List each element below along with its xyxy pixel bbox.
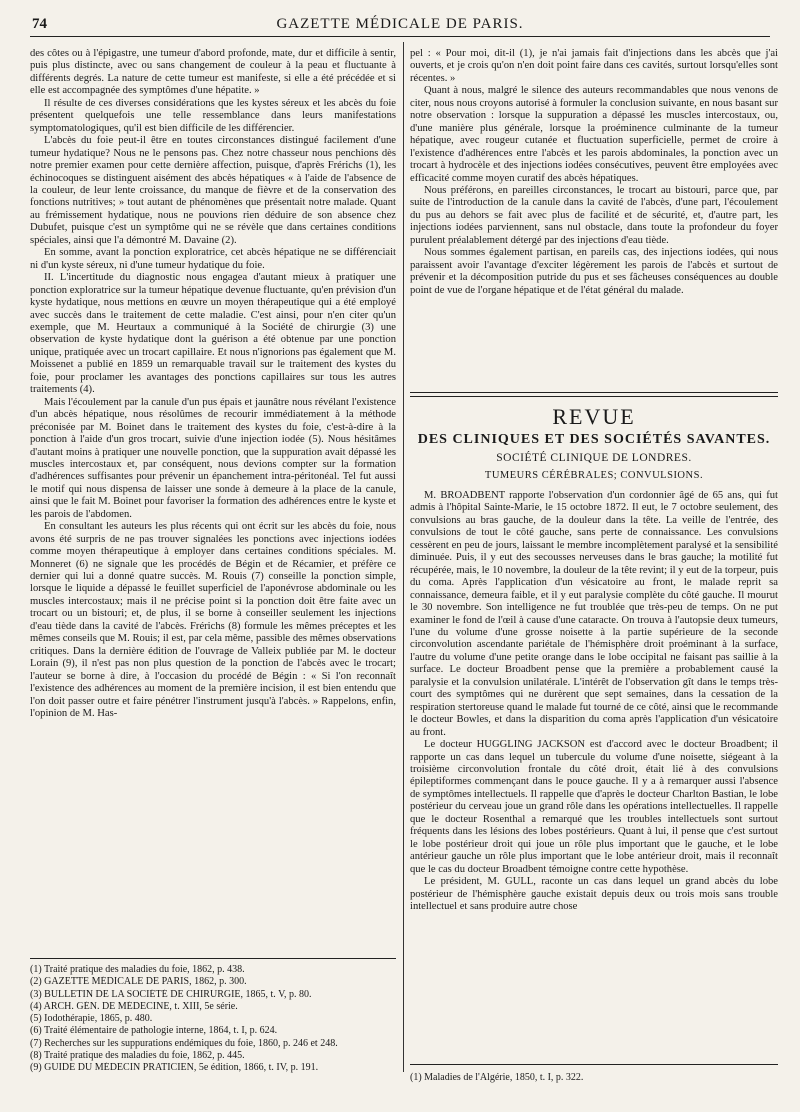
paragraph: Il résulte de ces diverses considérations que les kystes séreux et les abcès du foie présentent quelquefois une telle ressemblance dans leurs manifestations symptomatologiques, qu'il est bien difficile de les différencier. bbox=[30, 97, 396, 134]
paragraph: Quant à nous, malgré le silence des auteurs recommandables que nous venons de citer, nous nous croyons autorisé à formuler la conclusion suivante, en nous basant sur notre observation : lorsque la suppuration a dépassé les muscles intercostaux, ou, d'une manière plus générale, lorsque la proéminence culminante de la tumeur hépatique, avec rougeur cutanée et fluctuation superficielle, permet de croire à l'existence d'adhérences entre l'abcès et les parois abdominales, la ponction avec un trocart à hydrocèle et des injections iodées consécutives, peuvent être employées avec efficacité comme moyen curatif des abcès hépatiques. bbox=[410, 85, 778, 184]
paragraph: II. L'incertitude du diagnostic nous engagea d'autant mieux à pratiquer une ponction exploratrice sur la tumeur hépatique devenue fluctuante, qu'en prévision d'un kyste hydatique, nous mettions en œuvre un moyen thérapeutique qui a été employé avec succès dans le traitement de cette maladie. C'est ainsi, pour n'en citer qu'un exemple, que M. Heurtaux a communiqué à la Société de chirurgie (3) une observation de kyste hydatique dont la guérison a été obtenue par une ponction unique, pratiquée avec un trocart capillaire. Et nous n'ignorions pas également que M. Moissenet a publié en 1859 un remarquable travail sur le traitement des kystes du foie, pour proclamer les avantages des ponctions capillaires sur tous les autres traitements (4). bbox=[30, 272, 396, 396]
footnote: (1) Traité pratique des maladies du foie, 1862, p. 438. bbox=[30, 964, 245, 975]
footnote: (3) BULLETIN DE LA SOCIÉTÉ DE CHIRURGIE, 1865, t. V, p. 80. bbox=[30, 988, 312, 1000]
revue-subtitle: DES CLINIQUES ET DES SOCIÉTÉS SAVANTES. bbox=[417, 432, 771, 447]
society-heading: SOCIÉTÉ CLINIQUE DE LONDRES. bbox=[496, 452, 692, 464]
paragraph: Nous sommes également partisan, en pareils cas, des injections iodées, qui nous paraissent avoir l'avantage d'exciter légèrement les parois de l'abcès et surtout de prévenir et la décomposition putride du pus et ses fâcheuses conséquences au double point de vue de l'organe hépatique et de l'état général du malade. bbox=[410, 247, 778, 296]
footnotes-left bbox=[30, 964, 396, 1075]
left-column bbox=[30, 48, 396, 952]
right-column-top bbox=[410, 48, 778, 383]
footnote: (5) Iodothérapie, 1865, p. 480. bbox=[30, 1013, 153, 1025]
right-article bbox=[410, 490, 778, 1062]
footnote: (4) ARCH. GÉN. DE MÉDECINE, t. XIII, 5e série. bbox=[30, 1000, 238, 1012]
footnote: (2) GAZETTE MÉDICALE DE PARIS, 1862, p. 300. bbox=[30, 976, 247, 988]
footnote: (8) Traité pratique des maladies du foie, 1862, p. 445. bbox=[30, 1050, 245, 1062]
section-heading: TUMEURS CÉRÉBRALES; CONVULSIONS. bbox=[484, 470, 704, 481]
footnote: (6) Traité élémentaire de pathologie interne, 1864, t. I, p. 624. bbox=[30, 1025, 278, 1037]
page-header bbox=[30, 14, 770, 37]
paragraph: des côtes ou à l'épigastre, une tumeur d'abord profonde, mate, dur et difficile à sentir, puis plus distincte, avec ou sans changement de couleur à la peau et fluctuante à différents degrés. La nature de cette tumeur est manifeste, si elle a été précédée et si elle est accompagnée des symptômes d'une hépatite. » bbox=[30, 48, 396, 97]
footnote-right: (1) Maladies de l'Algérie, 1850, t. I, p. 322. bbox=[410, 1072, 584, 1083]
paragraph: En consultant les auteurs les plus récents qui ont écrit sur les abcès du foie, nous avons été surpris de ne pas trouver signalées les ponctions avec injections iodées comme moyen thérapeutique à employer dans certaines conditions spéciales. M. Monneret (6) ne signale que les procédés de Bégin et de Récamier, et préfère ce dernier qui lui a donné quatre succès. M. Rouis (7) conseille la ponction simple, lorsque le liquide a dépassé le feuillet superficiel de l'aponévrose abdominale ou les muscles intercostaux; mais il ne précise point si la ponction doit être faite avec un trocart ou un bistouri; et, de plus, il se borne à conseiller seulement les injections d'eau tiède dans la cavité de l'abcès. Frérichs (8) formule les mêmes préceptes et les mêmes conseils que M. Rouis; il est, par cela même, passible des mêmes observations critiques. Dans la dernière édition de l'ouvrage de Valleix publiée par M. le docteur Lorain (9), il n'est pas non plus question de la ponction de l'abcès avec le trocart; l'auteur se borne à dire, à l'occasion du procédé de Bégin : « Si l'on reconnaît l'existence des adhérences au moment de la première incision, il est bien entendu que l'on doit passer outre et faire pénétrer l'instrument jusqu'à l'abcès. » Rappelons, enfin, l'opinion de M. Has- bbox=[30, 521, 396, 720]
section-rule bbox=[410, 392, 778, 397]
paragraph: pel : « Pour moi, dit-il (1), je n'ai jamais fait d'injections dans les abcès que j'ai ouverts, et je crois qu'on n'en doit point faire dans ces cavités, surtout lorsqu'elles sont récentes. » bbox=[410, 48, 778, 84]
footnote: (7) Recherches sur les suppurations endémiques du foie, 1860, p. 246 et 248. bbox=[30, 1037, 338, 1049]
paragraph: En somme, avant la ponction exploratrice, cet abcès hépatique ne se différenciait ni d'un kyste séreux, ni d'une tumeur hydatique du foie. bbox=[30, 247, 396, 271]
column-divider bbox=[403, 42, 404, 1072]
paragraph: Nous préférons, en pareilles circonstances, le trocart au bistouri, parce que, par suite de l'introduction de la canule dans la cavité de l'abcès, d'une part, l'écoulement du pus au dehors se fait avec plus de facilité et de sécurité, et, d'autre part, les injections iodées parviennent, sans nul obstacle, dans toute la profondeur du foyer purulent préalablement détergé par des injections d'eau tiède. bbox=[410, 184, 778, 246]
paragraph: M. BROADBENT rapporte l'observation d'un cordonnier âgé de 65 ans, qui fut admis à l'hôpital Sainte-Marie, le 15 octobre 1872. Il eut, le 7 octobre seulement, des convulsions au bras gauche, de la douleur dans la tête. La veille de l'entrée, des convulsions de tout le côté gauche, sans perte de connaissance. Les convulsions cessèrent en peu de jours, laissant le membre incomplètement paralysé et la sensibilité diminuée. Puis, il y eut des secousses nerveuses dans le bras gauche; la motilité fut récupérée, mais, le 10 novembre, la douleur de la tête revint; il y eut de la torpeur, puis du coma. Après l'application d'un vésicatoire au front, le malade reprit sa connaissance, demeura faible, et il y eut paralysie complète du côté gauche. Il mourut le 30 novembre. Son intelligence ne fut troublée que très-peu de temps. On ne put examiner le fond de l'œil à cause d'une cataracte. On trouva à l'autopsie deux tumeurs, l'une du volume d'une grosse noisette à la partie supérieure de la seconde circonvolution ascendante pariétale de l'hémisphère droit proéminant à la surface, l'autre du volume d'une petite orange dans le lobe occipital ne faisant pas saillie à la surface. Le docteur Broadbent pense que la première a probablement causé la paralysie et la convulsion unilatérale. L'intérêt de l'observation gît dans le temps très-court des symptômes qui ne durèrent que sept semaines, dans la cessation de la respiration stertoreuse quand le malade fut tourné de ce côté, ainsi que le recommande le docteur Bowles, et dans la disparition du coma après l'application d'un vésicatoire au front. bbox=[410, 490, 778, 738]
revue-title: REVUE bbox=[552, 404, 636, 429]
paragraph: Le docteur HUGGLING JACKSON est d'accord avec le docteur Broadbent; il rapporte un cas dans lequel un tubercule du volume d'une noisette, siégeant à la troisième circonvolution frontale du côté droit, était lié à des convulsions épileptiformes commençant dans le pouce gauche. Il y a à remarquer aussi l'absence de symptômes intellectuels. Il rappelle que d'après le docteur Charlton Bastian, le lobe postérieur du cerveau joue un grand rôle dans les opérations intellectuelles. Il rappelle que le docteur Rosenthal a remarqué que les troubles intellectuels sont surtout fréquents dans les lésions des lobes postérieurs. Quant à lui, il pense que c'est surtout le lobe postérieur droit qui joue un rôle plus important que le gauche, et le lobe antérieur gauche un rôle plus important que le lobe antérieur droit, mais il reconnaît que le cas du docteur Broadbent témoigne contre cette hypothèse. bbox=[410, 739, 778, 875]
paragraph: Le président, M. GULL, raconte un cas dans lequel un grand abcès du lobe postérieur de l'hémisphère gauche existait depuis deux ou trois mois sans trouble intellectuel et sans produire autre chose bbox=[410, 876, 778, 912]
journal-title: GAZETTE MÉDICALE DE PARIS. bbox=[276, 16, 524, 32]
footnote-rule bbox=[410, 1064, 778, 1065]
paragraph: L'abcès du foie peut-il être en toutes circonstances distingué facilement d'une tumeur hydatique? Nous ne le pensons pas. Chez notre chasseur nous penchions dès notre premier examen pour cette dernière affection, puisque, d'après Frérichs (1), les échinocoques se distinguent aisément des abcès hépatiques « à l'aide de l'absence de la couleur, de leur lente croissance, du manque de fièvre et de la conservation des fonctions nutritives; » tout autant de phénomènes que présentait notre malade. Quant au frémissement hydatique, nous ne pouvions rien déduire de son absence chez Dubufet, puisque c'est un symptôme qui ne se révèle que dans certaines conditions spéciales, ainsi que l'a démontré M. Davaine (2). bbox=[30, 135, 396, 246]
footnote-rule bbox=[30, 958, 396, 959]
page-number: 74 bbox=[32, 16, 47, 32]
paragraph: Mais l'écoulement par la canule d'un pus épais et jaunâtre nous révélant l'existence d'un abcès hépatique, nous résolûmes de recourir immédiatement à la méthode préconisée par M. Boinet dans le traitement des kystes du foie, c'est-à-dire à la ponction à l'aide d'un gros trocart, suivie d'une injection iodée (5). Nous hésitâmes d'autant moins à pratiquer une nouvelle ponction, que la suppuration avait dépassé les muscles intercostaux et, par conséquent, nous devions compter sur la formation d'adhérences suffisantes pour prévenir un épanchement intra-péritonéal. Tel fut aussi le motif qui nous dispensa de laisser une sonde à demeure à la place de la canule, ainsi que le fait M. Boinet pour favoriser la formation des adhérences entre le kyste et les parois de l'abdomen. bbox=[30, 396, 396, 520]
footnote: (9) GUIDE DU MÉDECIN PRATICIEN, 5e édition, 1866, t. IV, p. 191. bbox=[30, 1062, 319, 1074]
